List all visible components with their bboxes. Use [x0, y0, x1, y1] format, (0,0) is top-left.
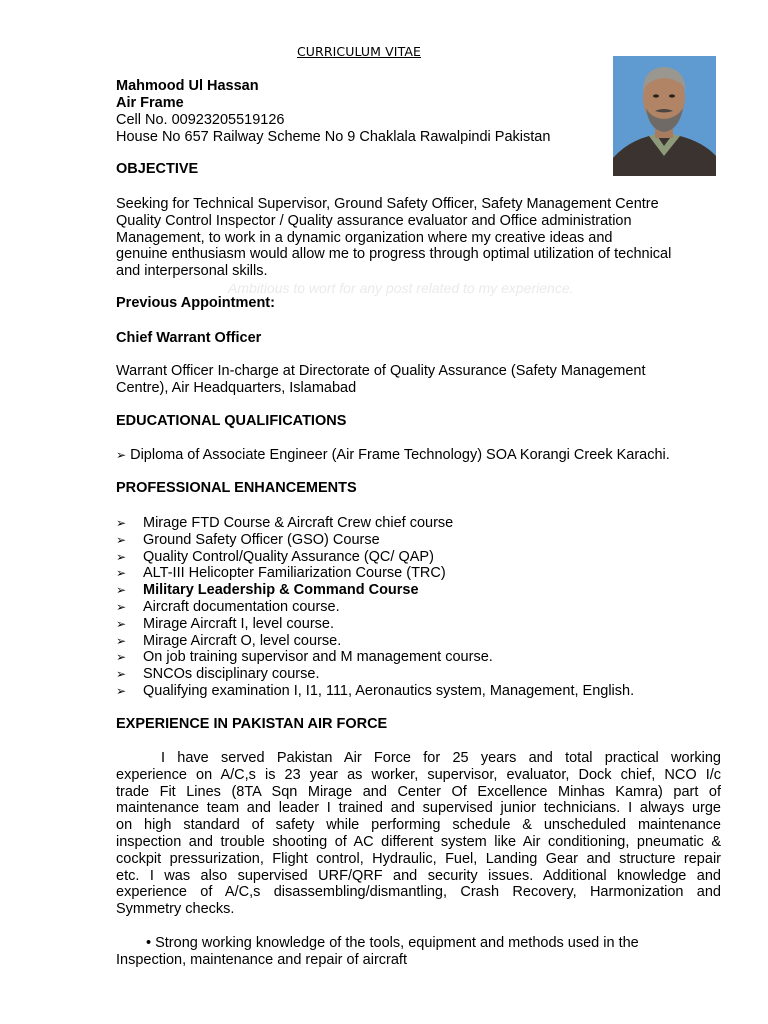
experience-line: trade Fit Lines (8TA Sqn Mirage and Center Of Excellence Minhas Kamra) part of: [116, 783, 721, 800]
objective-heading: OBJECTIVE: [116, 161, 199, 177]
previous-appointment-heading: Previous Appointment:: [116, 295, 275, 311]
portrait-image: [613, 56, 716, 176]
rank-title: Chief Warrant Officer: [116, 330, 262, 346]
arrow-bullet-icon: ➢: [116, 516, 127, 530]
cell-number: Cell No. 00923205519126: [116, 112, 285, 128]
contact-block: [116, 78, 550, 146]
experience-line: maintenance team and leader I trained and supervised junior technicians. I always urge: [116, 800, 721, 817]
education-item: [116, 447, 670, 464]
arrow-bullet-icon: ➢: [116, 566, 127, 581]
arrow-bullet-icon: ➢: [116, 616, 127, 631]
arrow-bullet-icon: ➢: [116, 448, 127, 462]
appointment-description: [116, 363, 726, 397]
objective-text: [116, 196, 726, 280]
list-item: ➢ SNCOs disciplinary course.: [116, 666, 320, 683]
experience-line: inspection and trouble shooting of AC different system like Air conditioning, pneumatic &: [116, 833, 721, 850]
list-item: ➢ ALT-III Helicopter Familiarization Course (TRC): [116, 565, 446, 582]
list-item: ➢ Mirage Aircraft I, level course.: [116, 615, 334, 632]
experience-line: etc. I was also supervised URF/QRF and security issues. Additional knowledge and: [116, 867, 721, 884]
education-item-text: Diploma of Associate Engineer (Air Frame Technology) SOA Korangi Creek Karachi.: [130, 447, 670, 463]
list-item: ➢ Mirage FTD Course & Aircraft Crew chief course: [116, 515, 454, 531]
arrow-bullet-icon: ➢: [116, 650, 127, 665]
profile-photo: [613, 56, 716, 176]
professional-heading: PROFESSIONAL ENHANCEMENTS: [116, 480, 357, 496]
professional-list: [116, 515, 634, 700]
person-name: Mahmood Ul Hassan: [116, 78, 259, 94]
appointment-line: Centre), Air Headquarters, Islamabad: [116, 379, 357, 396]
education-heading: EDUCATIONAL QUALIFICATIONS: [116, 413, 347, 429]
appointment-line: Warrant Officer In-charge at Directorate of Quality Assurance (Safety Management: [116, 363, 646, 379]
arrow-bullet-icon: ➢: [116, 532, 127, 547]
experience-line: Symmetry checks.: [116, 901, 235, 918]
experience-line: on high standard of safety while performing schedule & unscheduled maintenance: [116, 817, 721, 834]
objective-line: and interpersonal skills.: [116, 263, 268, 280]
experience-line: I have served Pakistan Air Force for 25 years and total practical working: [161, 750, 721, 766]
experience-line: experience on A/C,s is 23 year as worker, supervisor, evaluator, Dock chief, NCO I/c: [116, 766, 721, 783]
arrow-bullet-icon: ➢: [116, 667, 127, 682]
list-item: ➢ Qualifying examination I, I1, 111, Aeronautics system, Management, English.: [116, 682, 635, 699]
list-item: ➢ Quality Control/Quality Assurance (QC/ QAP): [116, 548, 434, 565]
dot-bullet-icon: •: [146, 935, 152, 951]
faded-objective-note: Ambitious to wort for any post related to my experience.: [228, 280, 574, 296]
experience-bullet-continuation: Inspection, maintenance and repair of aircraft: [116, 952, 407, 968]
arrow-bullet-icon: ➢: [116, 633, 127, 648]
experience-bullet-line: • Strong working knowledge of the tools, equipment and methods used in the: [146, 935, 639, 951]
document-title: CURRICULUM VITAE: [296, 44, 421, 59]
arrow-bullet-icon: ➢: [116, 583, 127, 598]
objective-line: genuine enthusiasm would allow me to progress through optimal utilization of technical: [116, 246, 672, 263]
person-trade: Air Frame: [116, 95, 184, 111]
list-item: ➢ On job training supervisor and M management course.: [116, 649, 493, 666]
experience-heading: EXPERIENCE IN PAKISTAN AIR FORCE: [116, 716, 388, 732]
list-item: ➢ Military Leadership & Command Course: [116, 582, 419, 599]
arrow-bullet-icon: ➢: [116, 549, 127, 564]
objective-line: Management, to work in a dynamic organization where my creative ideas and: [116, 229, 613, 246]
experience-text: [116, 750, 721, 918]
experience-line: cockpit pressurization, Flight control, Hydraulic, Fuel, Landing Gear and structure repair: [116, 850, 721, 867]
list-item: ➢ Aircraft documentation course.: [116, 598, 340, 615]
list-item: ➢ Mirage Aircraft O, level course.: [116, 632, 342, 649]
arrow-bullet-icon: ➢: [116, 683, 127, 698]
objective-line: Quality Control Inspector / Quality assurance evaluator and Office administration: [116, 212, 632, 229]
experience-line: experience of A/C,s disassembling/dismantling, Crash Recovery, Harmonization and: [116, 884, 721, 901]
list-item: ➢ Ground Safety Officer (GSO) Course: [116, 531, 380, 548]
address: House No 657 Railway Scheme No 9 Chaklala Rawalpindi Pakistan: [116, 129, 551, 145]
objective-line: Seeking for Technical Supervisor, Ground Safety Officer, Safety Management Centre: [116, 196, 659, 212]
arrow-bullet-icon: ➢: [116, 599, 127, 614]
